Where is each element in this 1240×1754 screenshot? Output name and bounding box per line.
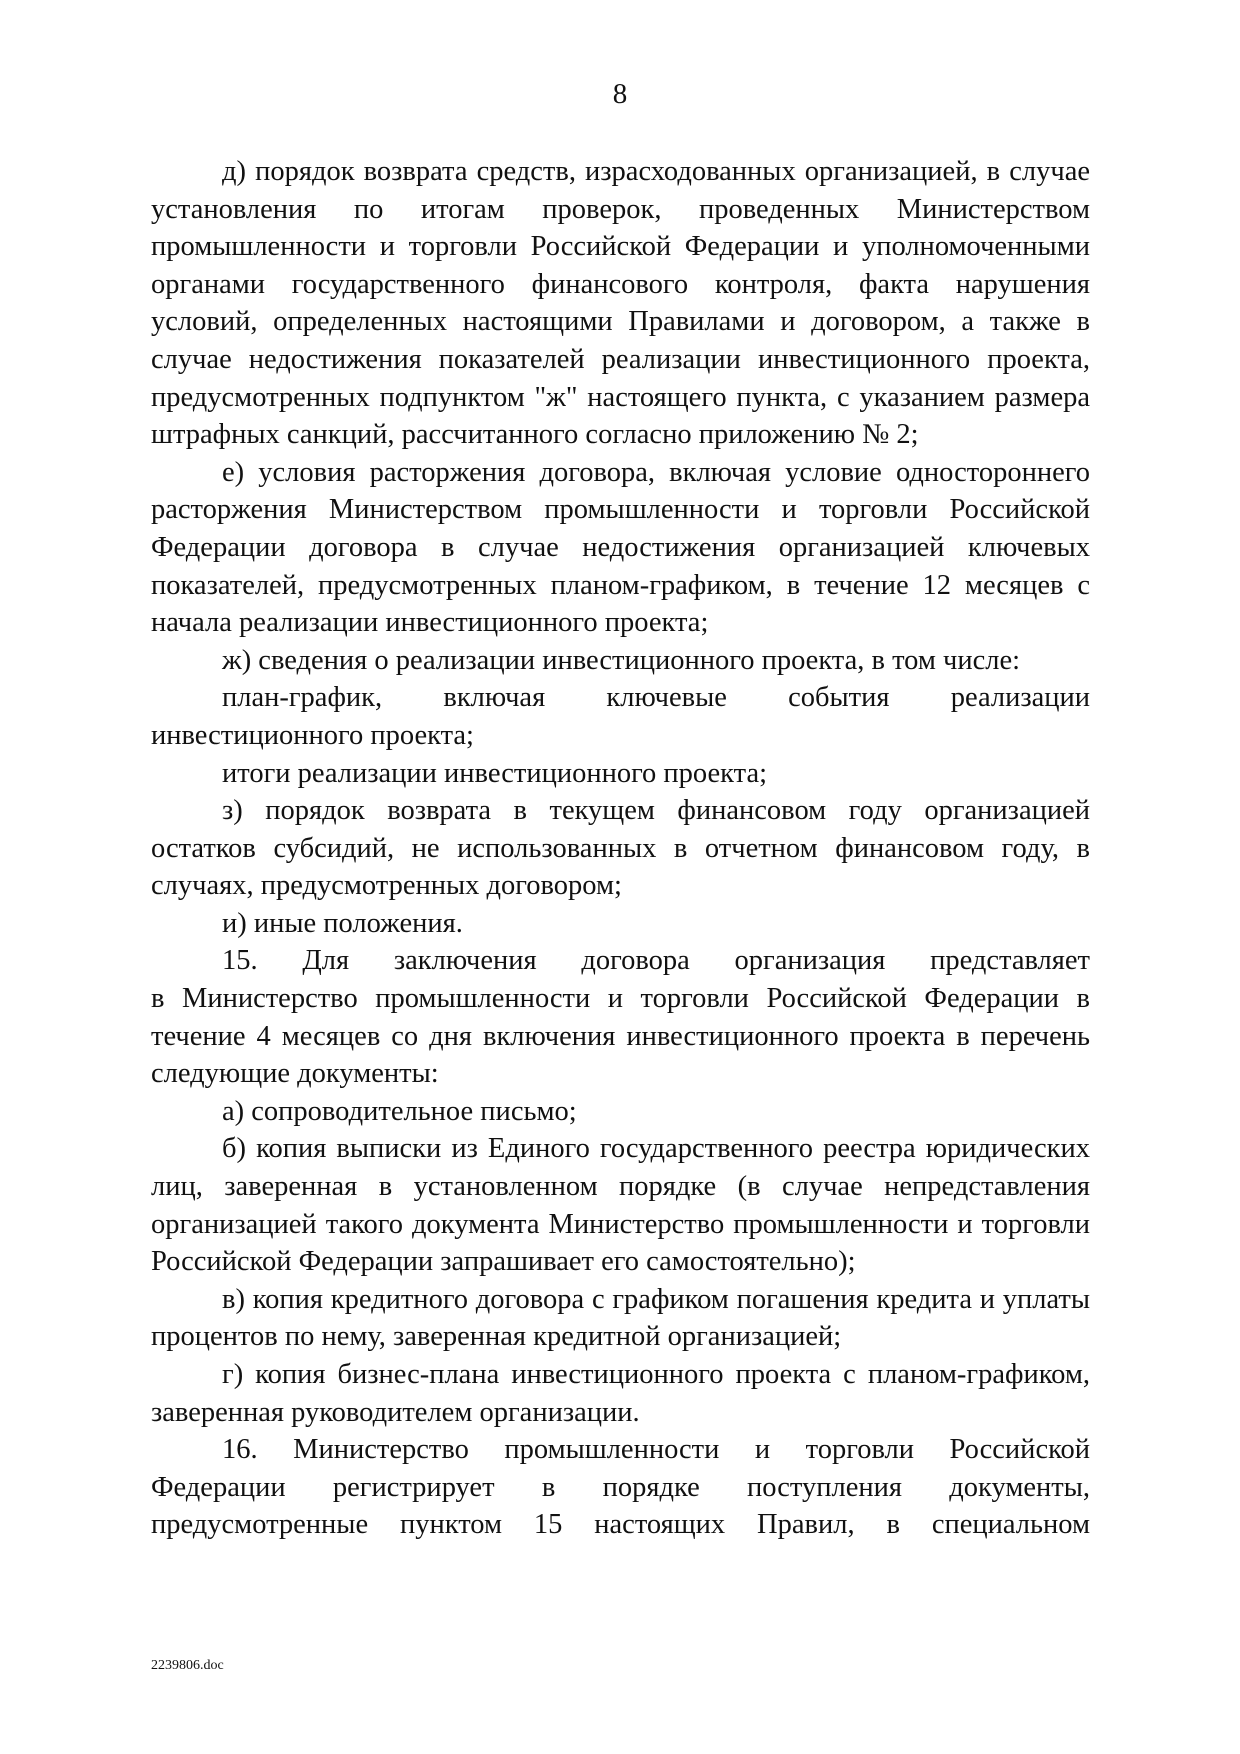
clause-15-item-b: б) копия выписки из Единого государственного реестра юридических лиц, заверенная в установленном порядке (в случае непредставления организацией такого документа Министерство промышленности и торговли Российской Федерации запрашивает его самостоятельно); [151, 1133, 1090, 1278]
plan-schedule-line-2: инвестиционного проекта; [151, 719, 474, 751]
document-body [151, 153, 1090, 1544]
clause-16-line-2: Федерации регистрирует в порядке поступления документы, [151, 1471, 1090, 1503]
item-d-paragraph: д) порядок возврата средств, израсходованных организацией, в случае установления по итогам проверок, проведенных Министерством промышленности и торговли Российской Федерации и уполномоченными органами государственного финансового контроля, факта нарушения условий, определенных настоящими Правилами и договором, а также в случае недостижения показателей реализации инвестиционного проекта, предусмотренных подпунктом "ж" настоящего пункта, с указанием размера штрафных санкций, рассчитанного согласно приложению № 2; [151, 156, 1090, 451]
clause-16-line-1: 16. Министерство промышленности и торговли Российской [222, 1434, 1090, 1466]
clause-16-line-3: предусмотренные пунктом 15 настоящих Правил, в специальном [151, 1509, 1090, 1541]
results-paragraph: итоги реализации инвестиционного проекта; [222, 757, 768, 789]
page-number: 8 [612, 78, 628, 110]
file-name-footer: 2239806.doc [151, 1658, 224, 1673]
clause-15-item-v: в) копия кредитного договора с графиком погашения кредита и уплаты процентов по нему, заверенная кредитной организацией; [151, 1283, 1090, 1353]
clause-15-heading-line: 15. Для заключения договора организация представляет [222, 945, 1090, 977]
clause-15-continuation: в Министерство промышленности и торговли Российской Федерации в течение 4 месяцев со дня включения инвестиционного проекта в перечень следующие документы: [151, 983, 1090, 1090]
item-i-paragraph: и) иные положения. [222, 907, 463, 939]
plan-schedule-line-1: план-график, включая ключевые события реализации [222, 682, 1090, 714]
clause-15-item-g: г) копия бизнес-плана инвестиционного проекта с планом-графиком, заверенная руководителем организации. [151, 1359, 1090, 1428]
clause-15-item-a: а) сопроводительное письмо; [222, 1095, 577, 1127]
item-zh-paragraph: ж) сведения о реализации инвестиционного проекта, в том числе: [222, 644, 1021, 676]
item-e-paragraph: е) условия расторжения договора, включая условие одностороннего расторжения Министерством промышленности и торговли Российской Федерации договора в случае недостижения организацией ключевых показателей, предусмотренных планом-графиком, в течение 12 месяцев с начала реализации инвестиционного проекта; [151, 456, 1090, 639]
item-z-paragraph: з) порядок возврата в текущем финансовом году организацией остатков субсидий, не использованных в отчетном финансовом году, в случаях, предусмотренных договором; [151, 795, 1090, 902]
